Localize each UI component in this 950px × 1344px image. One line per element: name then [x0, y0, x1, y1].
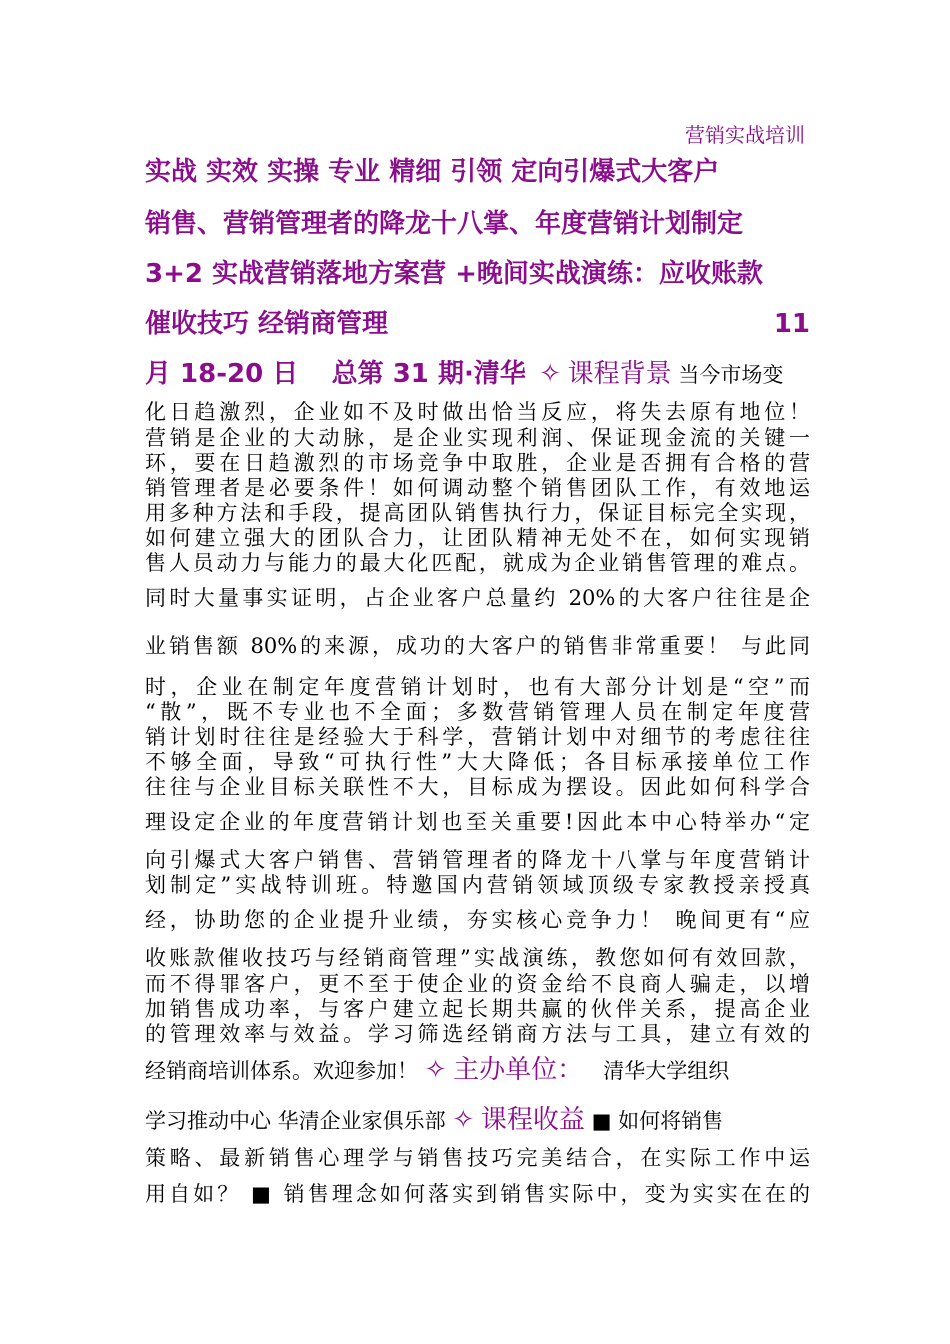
body-text-start: 当今市场变 [678, 363, 784, 387]
header-text: 营销实战培训 [685, 123, 805, 147]
body-line: 时，企业在制定年度营销计划时，也有大部分计划是“空”而 [145, 675, 810, 699]
course-date: 月 18-20 日 [145, 359, 299, 389]
section-heading-host: 主办单位： [453, 1055, 584, 1085]
diamond-marker-icon: ✧ [452, 1105, 475, 1135]
title-line-3: 3+2 实战营销落地方案营 +晚间实战演练：应收账款 [145, 259, 763, 289]
body-line: 向引爆式大客户销售、营销管理者的降龙十八掌与年度营销计 [145, 848, 810, 872]
diamond-marker-icon: ✧ [539, 359, 561, 389]
title-line-1: 实战 实效 实操 专业 精细 引领 定向引爆式大客户 [145, 157, 720, 187]
title-line-2: 销售、营销管理者的降龙十八掌、年度营销计划制定 [145, 209, 744, 239]
diamond-marker-icon: ✧ [424, 1055, 447, 1085]
body-line: 划制定”实战特训班。特邀国内营销领域顶级专家教授亲授真 [145, 873, 810, 897]
title-trailing-number: 11 [773, 309, 810, 339]
host-organization-cont: 学习推动中心 华清企业家俱乐部 [145, 1109, 446, 1133]
host-line [145, 1054, 810, 1087]
body-line: 化日趋激烈，企业如不及时做出恰当反应，将失去原有地位！ [145, 400, 810, 424]
section-heading-background: 课程背景 [567, 359, 672, 389]
body-line: 而不得罪客户，更不至于使企业的资金给不良商人骗走，以增 [145, 972, 810, 996]
body-line: 环，要在日趋激烈的市场竞争中取胜，企业是否拥有合格的营 [145, 451, 810, 475]
host-line-lead: 经销商培训体系。欢迎参加！ [145, 1059, 418, 1083]
body-line: 如何建立强大的团队合力，让团队精神无处不在，如何实现销 [145, 526, 810, 550]
body-line: 经，协助您的企业提升业绩，夯实核心竞争力！ 晚间更有“应 [145, 908, 810, 932]
body-line: 收账款催收技巧与经销商管理”实战演练，教您如何有效回款， [145, 946, 810, 970]
course-session: 总第 31 期·清华 [331, 359, 526, 389]
title-line-4 [145, 306, 810, 342]
body-line: 销管理者是必要条件！如何调动整个销售团队工作，有效地运 [145, 476, 810, 500]
body-line: 销计划时往往是经验大于科学，营销计划中对细节的考虑往往 [145, 725, 810, 749]
host-organization: 清华大学组织 [603, 1059, 730, 1083]
body-line: 用多种方法和手段，提高团队销售执行力，保证目标完全实现， [145, 501, 810, 525]
body-line: 同时大量事实证明，占企业客户总量约 20%的大客户往往是企 [145, 586, 810, 610]
body-line: 理设定企业的年度营销计划也至关重要!因此本中心特举办“定 [145, 810, 810, 834]
body-line: 策略、最新销售心理学与销售技巧完美结合，在实际工作中运 [145, 1146, 810, 1170]
benefit-line [145, 1104, 810, 1137]
date-line [145, 358, 810, 391]
title-line-4-text: 催收技巧 经销商管理 [145, 309, 389, 339]
body-line: 不够全面，导致“可执行性”大大降低；各目标承接单位工作 [145, 750, 810, 774]
body-line: 加销售成功率，与客户建立起长期共赢的伙伴关系，提高企业 [145, 997, 810, 1021]
body-line: 用自如？ ■ 销售理念如何落实到销售实际中，变为实实在在的 [145, 1182, 810, 1206]
body-line: 售人员动力与能力的最大化匹配，就成为企业销售管理的难点。 [145, 551, 810, 575]
benefit-item-start: ■ 如何将销售 [591, 1109, 724, 1133]
body-line: 往往与企业目标关联性不大，目标成为摆设。因此如何科学合 [145, 775, 810, 799]
body-line: “散”，既不专业也不全面；多数营销管理人员在制定年度营 [145, 700, 810, 724]
body-line: 的管理效率与效益。学习筛选经销商方法与工具，建立有效的 [145, 1022, 810, 1046]
section-heading-benefits: 课程收益 [480, 1105, 585, 1135]
body-line: 业销售额 80%的来源，成功的大客户的销售非常重要！ 与此同 [145, 634, 810, 658]
body-line: 营销是企业的大动脉，是企业实现利润、保证现金流的关键一 [145, 426, 810, 450]
